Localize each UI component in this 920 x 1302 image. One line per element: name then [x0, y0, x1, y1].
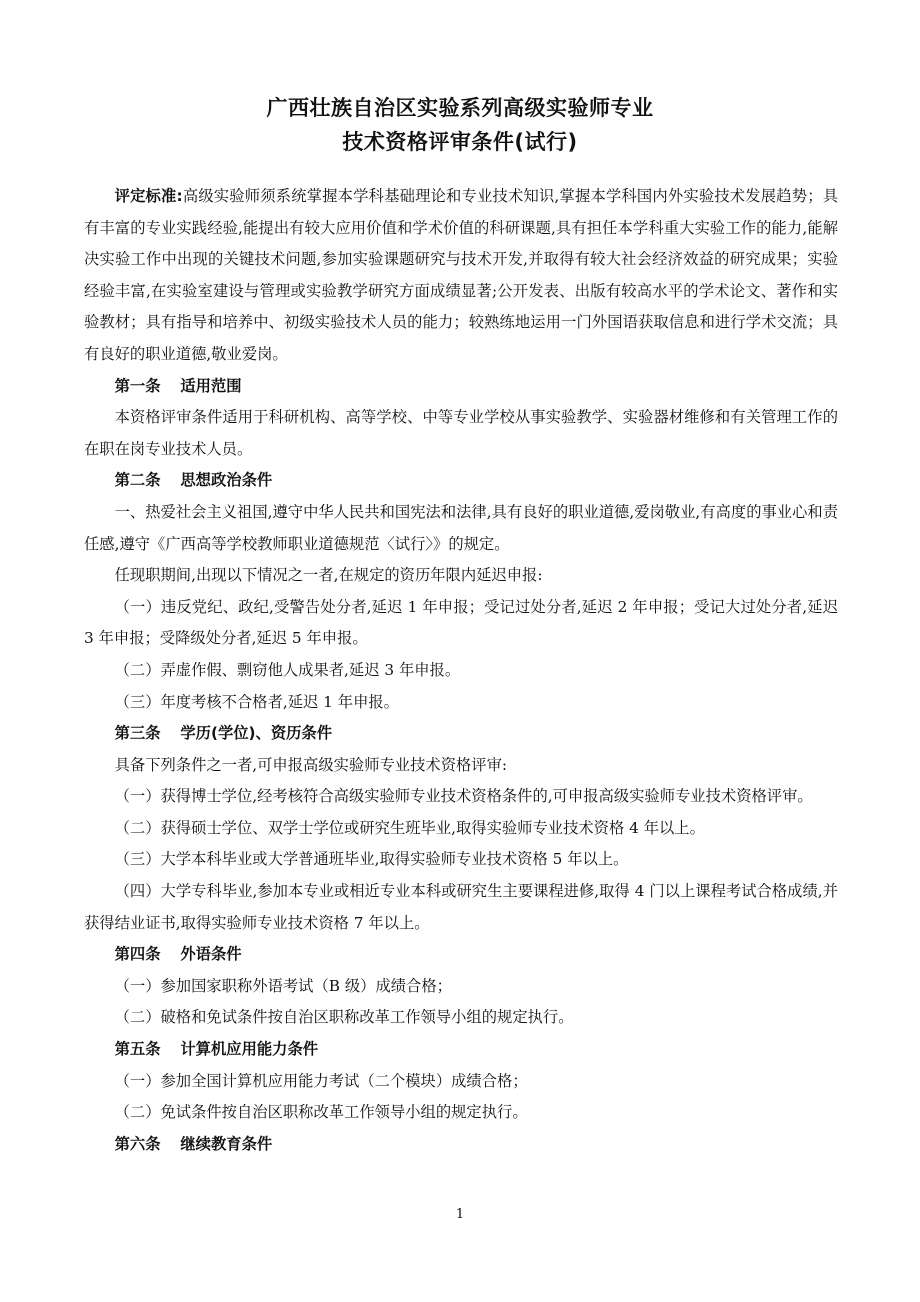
article-3-number: 第三条	[114, 724, 161, 743]
page-number: 1	[455, 1207, 465, 1222]
article-5-heading	[84, 1034, 838, 1066]
article-5-item-2: （二）免试条件按自治区职称改革工作领导小组的规定执行。	[114, 1103, 528, 1122]
article-6-heading	[84, 1129, 838, 1161]
article-2-paragraph-2: 任现职期间,出现以下情况之一者,在规定的资历年限内延迟申报:	[114, 566, 543, 585]
criteria-paragraph	[84, 181, 838, 371]
article-5-item-1: （一）参加全国计算机应用能力考试（二个模块）成绩合格；	[114, 1071, 528, 1090]
document-body	[84, 181, 838, 1160]
article-2-title: 思想政治条件	[180, 471, 273, 490]
article-4-item-2: （二）破格和免试条件按自治区职称改革工作领导小组的规定执行。	[114, 1008, 574, 1027]
document-title-line2: 技术资格评审条件(试行)	[342, 130, 578, 154]
article-2-heading	[84, 465, 838, 497]
article-3-item-4: （四）大学专科毕业,参加本专业或相近专业本科或研究生主要课程进修,取得 4 门以上课程考试合格成绩,并获得结业证书,取得实验师专业技术资格 7 年以上。	[84, 882, 838, 932]
article-2-item-2: （二）弄虚作假、剽窃他人成果者,延迟 3 年申报。	[114, 660, 461, 679]
article-6-title: 继续教育条件	[180, 1134, 273, 1153]
article-4-title: 外语条件	[180, 945, 242, 964]
article-6-number: 第六条	[114, 1134, 161, 1153]
article-3-title: 学历(学位)、资历条件	[180, 724, 333, 743]
article-3-item-3: （三）大学本科毕业或大学普通班毕业,取得实验师专业技术资格 5 年以上。	[114, 850, 629, 869]
article-2-paragraph-1: 一、热爱社会主义祖国,遵守中华人民共和国宪法和法律,具有良好的职业道德,爱岗敬业,有高度的事业心和责任感,遵守《广西高等学校教师职业道德规范〈试行〉》的规定。	[84, 502, 838, 553]
article-3-paragraph-1: 具备下列条件之一者,可申报高级实验师专业技术资格评审:	[114, 755, 508, 774]
article-3-item-2: （二）获得硕士学位、双学士学位或研究生班毕业,取得实验师专业技术资格 4 年以上。	[114, 818, 705, 837]
article-4-heading	[84, 939, 838, 971]
article-1-paragraph: 本资格评审条件适用于科研机构、高等学校、中等专业学校从事实验教学、实验器材维修和有关管理工作的在职在岗专业技术人员。	[84, 408, 838, 458]
article-5-title: 计算机应用能力条件	[180, 1040, 319, 1059]
article-5-number: 第五条	[114, 1040, 161, 1059]
document-title-line1: 广西壮族自治区实验系列高级实验师专业	[266, 96, 654, 120]
article-2-item-1: （一）违反党纪、政纪,受警告处分者,延迟 1 年申报；受记过处分者,延迟 2 年申报；受记大过处分者,延迟 3 年申报；受降级处分者,延迟 5 年申报。	[84, 597, 838, 648]
article-2-item-3: （三）年度考核不合格者,延迟 1 年申报。	[114, 692, 399, 711]
criteria-text: 高级实验师须系统掌握本学科基础理论和专业技术知识,掌握本学科国内外实验技术发展趋势；具有丰富的专业实践经验,能提出有较大应用价值和学术价值的科研课题,具有担任本学科重大实验工作的能力,能解决实验工作中出现的关键技术问题,参加实验课题研究与技术开发,并取得有较大社会经济效益的研究成果；实验经验丰富,在实验室建设与管理或实验教学研究方面成绩显著;公开发表、出版有较高水平的学术论文、著作和实验教材；具有指导和培养中、初级实验技术人员的能力；较熟练地运用一门外国语获取信息和进行学术交流；具有良好的职业道德,敬业爱岗。	[84, 187, 838, 363]
article-4-item-1: （一）参加国家职称外语考试（B 级）成绩合格；	[114, 976, 452, 995]
article-1-number: 第一条	[114, 376, 161, 395]
article-2-number: 第二条	[114, 471, 161, 490]
article-3-heading	[84, 718, 838, 750]
article-1-heading	[84, 371, 838, 403]
criteria-label: 评定标准:	[114, 187, 183, 205]
article-4-number: 第四条	[114, 945, 161, 964]
article-1-title: 适用范围	[180, 376, 242, 395]
article-3-item-1: （一）获得博士学位,经考核符合高级实验师专业技术资格条件的,可申报高级实验师专业技术资格评审。	[114, 787, 813, 806]
